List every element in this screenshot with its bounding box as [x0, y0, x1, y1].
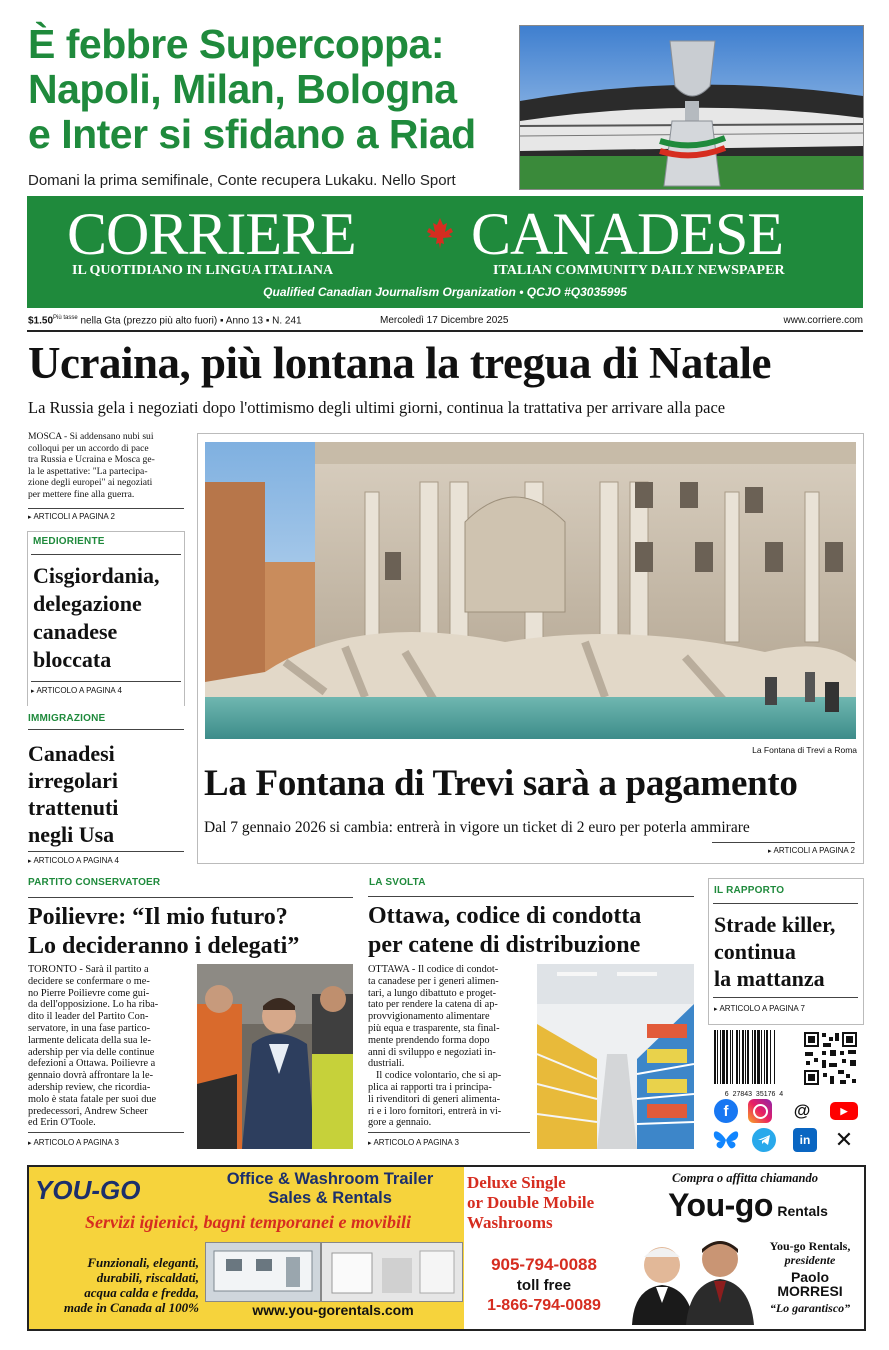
ad-feature-line: acqua calda e fredda, — [84, 1285, 199, 1300]
barcode-bar — [745, 1030, 746, 1084]
price: $1.50 — [28, 315, 54, 327]
ad-website[interactable]: www.you-gorentals.com — [252, 1302, 414, 1318]
body-line: TORONTO - Sarà il partito a — [28, 964, 149, 975]
ad-president-name — [759, 1270, 861, 1298]
body-line: OTTAWA - Il codice di condot- — [368, 964, 499, 975]
headline-line: Lo decideranno i delegati” — [28, 933, 300, 959]
body-line: tato per rendere la catena di ap- — [368, 999, 498, 1011]
headline-line: delegazione — [33, 591, 142, 616]
trevi-subhead: Dal 7 gennaio 2026 si cambia: entrerà in vigore un ticket di 2 euro per poterla ammirare — [204, 819, 750, 836]
headline-line: irregolari — [28, 768, 118, 793]
facebook-icon[interactable]: f — [714, 1099, 738, 1123]
supermarket-aisle-photo[interactable] — [537, 964, 694, 1149]
headline-line: Cisgiordania, — [33, 563, 160, 588]
barcode-bar — [714, 1030, 716, 1084]
body-line: li rivenditori di generi alimenta- — [368, 1093, 501, 1105]
barcode-bar — [730, 1030, 731, 1084]
bluesky-icon[interactable] — [712, 1128, 740, 1152]
body-line: gore a gennaio. — [368, 1117, 432, 1129]
headline-line: negli Usa — [28, 822, 115, 847]
lead-body-line: tra Russia e Ucraina e Mosca ge- — [28, 454, 155, 466]
barcode-bar — [766, 1030, 768, 1084]
barcode-bar — [752, 1030, 753, 1084]
divider — [368, 1132, 530, 1133]
masthead-tagline-left: IL QUOTIDIANO IN LINGUA ITALIANA — [72, 263, 334, 278]
body-line: adership per via delle continue — [28, 1046, 155, 1058]
body-line: servatore, in una fase partico- — [28, 1022, 151, 1034]
body-line: dito il leader del Partito Con- — [28, 1011, 149, 1023]
rapporto-headline — [714, 911, 835, 992]
body-line: no Pierre Poilievre come gui- — [28, 987, 150, 999]
ad-deluxe — [467, 1173, 637, 1233]
body-line: anni di sviluppo e negoziati in- — [368, 1046, 496, 1058]
ad-brand-name: You-go — [668, 1187, 773, 1223]
ad-brand-suffix: Rentals — [777, 1203, 828, 1219]
body-line: molo è stata fatale per suoi due — [28, 1093, 157, 1105]
promo-headline[interactable] — [28, 22, 518, 157]
barcode-bar — [764, 1030, 765, 1084]
divider — [368, 896, 694, 897]
telegram-icon[interactable] — [752, 1128, 776, 1152]
ad-president-name-line: MORRESI — [777, 1283, 843, 1299]
rapporto-ref[interactable]: ▸ ARTICOLO A PAGINA 7 — [714, 1004, 805, 1013]
linkedin-icon[interactable]: in — [793, 1128, 817, 1152]
lead-body-line: colloqui per un accordo di pace — [28, 442, 149, 454]
barcode-bar — [717, 1030, 718, 1084]
lead-body — [28, 431, 188, 501]
maple-leaf-icon — [423, 216, 457, 250]
headline-line: Ottawa, codice di condotta — [368, 903, 642, 929]
poilievre-body — [28, 964, 190, 1129]
divider — [27, 531, 28, 706]
ad-deluxe-line: Washrooms — [467, 1213, 553, 1232]
body-line: gennaio dovrà affrontare la le- — [28, 1070, 154, 1082]
ad-deluxe-line: or Double Mobile — [467, 1193, 595, 1212]
barcode-bar — [720, 1030, 721, 1084]
headline-line: la mattanza — [714, 966, 825, 991]
barcode-bar — [761, 1030, 762, 1084]
ad-tollfree[interactable]: 1-866-794-0089 — [487, 1297, 601, 1314]
body-line: plica ai rapporti tra i principa- — [368, 1081, 492, 1093]
promo-headline-line: È febbre Supercoppa: — [28, 21, 445, 67]
promo-headline-line: Napoli, Milan, Bologna — [28, 66, 457, 112]
body-line: ta canadese per i generi alimen- — [368, 975, 499, 987]
x-icon[interactable]: ✕ — [832, 1128, 856, 1152]
body-line: provvigionamento alimentare — [368, 1011, 490, 1023]
body-line: larmente delicata della sua le- — [28, 1034, 151, 1046]
body-line: Il codice volontario, che si ap- — [376, 1070, 502, 1082]
divider — [28, 729, 184, 730]
lead-ref[interactable]: ▸ ARTICOLI A PAGINA 2 — [28, 512, 115, 521]
ad-features — [39, 1255, 199, 1315]
ad-feature-line: Funzionali, eleganti, — [87, 1255, 199, 1270]
ottawa-headline[interactable] — [368, 902, 641, 960]
body-line: da dell'opposizione. Lo ha riba- — [28, 999, 159, 1011]
sidebar-ref[interactable]: ▸ ARTICOLO A PAGINA 4 — [28, 856, 119, 865]
presidents-photo — [624, 1233, 756, 1325]
qr-code-icon[interactable] — [802, 1030, 859, 1087]
ad-president-line: presidente — [784, 1253, 836, 1267]
washroom-interior-photo — [321, 1242, 463, 1302]
body-line: adership review, che ricordia- — [28, 1081, 151, 1093]
barcode-bar — [747, 1030, 749, 1084]
ad-title-line: Sales & Rentals — [268, 1189, 392, 1207]
lead-body-line: la le aspettative: "La partecipa- — [28, 465, 148, 477]
barcode-bar — [726, 1030, 728, 1084]
divider — [31, 554, 181, 555]
divider — [28, 508, 184, 509]
barcode-bar — [774, 1030, 775, 1084]
divider — [712, 842, 855, 843]
ad-phone[interactable]: 905-794-0088 — [491, 1255, 597, 1274]
headline-line: trattenuti — [28, 795, 119, 820]
divider — [713, 997, 858, 998]
price-note: Più tasse — [53, 315, 78, 321]
body-line: ri e i loro fornitori, entrerà in vi- — [368, 1105, 502, 1117]
edition-date: Mercoledì 17 Dicembre 2025 — [380, 315, 509, 326]
masthead-name-left: CORRIERE — [67, 201, 356, 267]
kicker: PARTITO CONSERVATOER — [28, 877, 161, 888]
ad-president — [759, 1239, 861, 1267]
divider — [31, 681, 181, 682]
divider — [713, 903, 858, 904]
you-go-advertisement[interactable] — [27, 1165, 866, 1331]
qcjo-line: Qualified Canadian Journalism Organization • QCJO #Q3035995 — [263, 285, 627, 299]
kicker: IMMIGRAZIONE — [28, 713, 106, 724]
ad-tollfree-label: toll free — [516, 1277, 572, 1294]
edition-bar — [28, 315, 863, 329]
ad-compra: Compra o affitta chiamando — [672, 1171, 818, 1185]
edition-info: nella Gta (prezzo più alto fuori) ▪ Anno 13 ▪ N. 241 — [80, 315, 302, 327]
sidebar-headline — [33, 562, 160, 674]
poilievre-headline[interactable] — [28, 903, 299, 961]
poilievre-ref[interactable]: ▸ ARTICOLO A PAGINA 3 — [28, 1138, 119, 1147]
body-line: tari, a lungo dibattuto e proget- — [368, 987, 497, 999]
trevi-headline[interactable]: La Fontana di Trevi sarà a pagamento — [204, 763, 798, 804]
kicker: MEDIORIENTE — [33, 536, 105, 547]
barcode-bar — [770, 1030, 771, 1084]
kicker: LA SVOLTA — [369, 877, 426, 888]
barcode — [712, 1030, 796, 1098]
trailer-photo — [205, 1242, 321, 1302]
trevi-caption: La Fontana di Trevi a Roma — [752, 745, 857, 755]
barcode-number: 6 27843 35176 4 — [724, 1091, 784, 1098]
ottawa-body — [368, 964, 530, 1129]
promo-subline: Domani la prima semifinale, Conte recupera Lukaku. Nello Sport — [28, 172, 456, 189]
lead-body-line: MOSCA - Si addensano nubi sui — [28, 431, 154, 442]
trevi-fountain-photo[interactable] — [205, 442, 856, 739]
barcode-bar — [722, 1030, 725, 1084]
body-line: dustriali. — [368, 1058, 405, 1070]
ottawa-ref[interactable]: ▸ ARTICOLO A PAGINA 3 — [368, 1138, 459, 1147]
barcode-bar — [739, 1030, 740, 1084]
lead-body-line: per mettere fine alla guerra. — [28, 488, 135, 500]
promo-headline-line: e Inter si sfidano a Riad — [28, 111, 476, 157]
masthead-name-right: CANADESE — [471, 201, 784, 267]
barcode-bar — [742, 1030, 744, 1084]
ad-brand — [634, 1187, 862, 1224]
ad-slogan: “Lo garantisco” — [769, 1301, 851, 1315]
ad-president-line: You-go Rentals, — [769, 1239, 851, 1253]
body-line: defezioni a Ottawa. Poilievre a — [28, 1058, 156, 1070]
ad-feature-line: made in Canada al 100% — [63, 1300, 199, 1315]
body-line: decidere se confermare o me- — [28, 975, 150, 987]
youtube-icon[interactable]: ▶ — [830, 1102, 858, 1120]
instagram-icon[interactable] — [748, 1099, 772, 1123]
divider — [28, 897, 353, 898]
barcode-bar — [757, 1030, 760, 1084]
ad-logo — [35, 1175, 140, 1206]
body-line: ed Erin O'Toole. — [28, 1117, 96, 1129]
sidebar-headline[interactable] — [28, 740, 118, 848]
poilievre-photo[interactable] — [197, 964, 353, 1149]
body-line: mente prendendo forma dopo — [368, 1034, 490, 1046]
masthead-tagline-right: ITALIAN COMMUNITY DAILY NEWSPAPER — [493, 263, 785, 278]
lead-subhead: La Russia gela i negoziati dopo l'ottimismo degli ultimi giorni, continua la trattativa per arrivare alla pace — [28, 398, 726, 417]
ad-banner: Servizi igienici, bagni temporanei e movibili — [85, 1212, 411, 1232]
ad-logo-text: YOU-GO — [35, 1175, 141, 1205]
lead-headline[interactable]: Ucraina, più lontana la tregua di Natale — [28, 338, 771, 388]
ad-feature-line: durabili, riscaldati, — [96, 1270, 199, 1285]
kicker: IL RAPPORTO — [714, 885, 785, 896]
lead-body-line: zione degli europei" ai negoziati — [28, 477, 153, 489]
ad-deluxe-line: Deluxe Single — [467, 1173, 566, 1192]
divider — [28, 851, 184, 852]
divider — [184, 531, 185, 706]
sidebar-ref[interactable]: ▸ ARTICOLO A PAGINA 4 — [31, 686, 122, 695]
ad-title-line: Office & Washroom Trailer — [226, 1170, 434, 1188]
edition-rule — [27, 330, 863, 332]
ad-president-name-line: Paolo — [790, 1269, 830, 1285]
sidebar-story-mediorente[interactable] — [27, 531, 184, 705]
barcode-bar — [732, 1030, 733, 1084]
barcode-bar — [754, 1030, 756, 1084]
headline-line: Poilievre: “Il mio futuro? — [28, 904, 288, 930]
headline-line: continua — [714, 939, 796, 964]
trevi-ref[interactable]: ▸ ARTICOLI A PAGINA 2 — [768, 846, 855, 855]
website-link[interactable]: www.corriere.com — [783, 315, 863, 326]
body-line: predecessori, Andrew Scheer — [28, 1105, 148, 1117]
threads-icon[interactable]: @ — [790, 1099, 814, 1123]
barcode-bar — [736, 1030, 738, 1084]
divider — [27, 531, 184, 532]
body-line: più equa e trasparente, sta final- — [368, 1022, 500, 1034]
headline-line: canadese — [33, 619, 118, 644]
headline-line: bloccata — [33, 647, 112, 672]
divider — [28, 1132, 184, 1133]
headline-line: per catene di distribuzione — [368, 932, 641, 958]
supercoppa-trophy-photo[interactable] — [519, 25, 864, 190]
headline-line: Canadesi — [28, 741, 115, 766]
masthead[interactable] — [27, 196, 863, 308]
headline-line: Strade killer, — [714, 912, 836, 937]
ad-title — [199, 1170, 461, 1208]
